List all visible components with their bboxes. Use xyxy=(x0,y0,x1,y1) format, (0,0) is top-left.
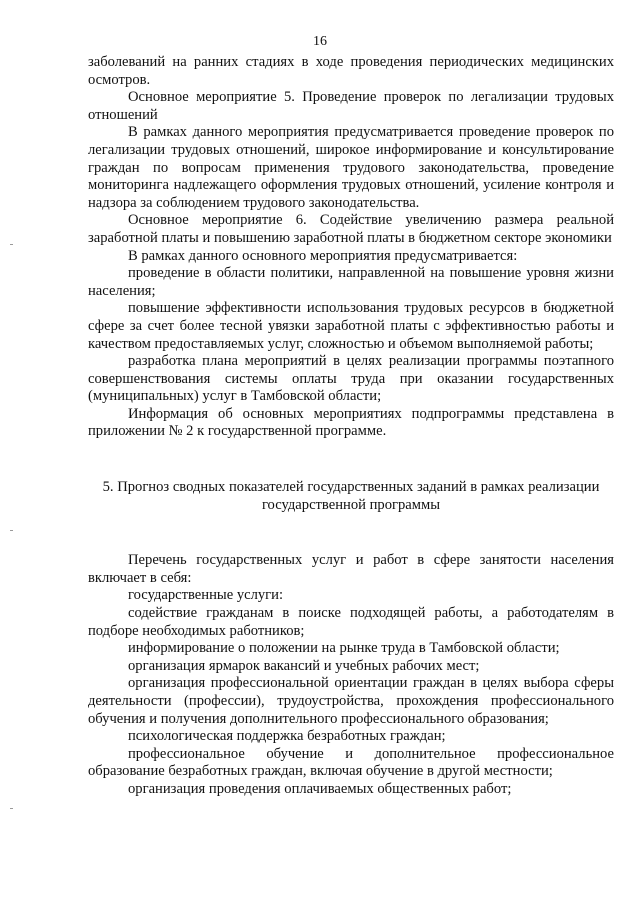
scan-margin-mark xyxy=(10,244,13,245)
paragraph: профессиональное обучение и дополнительное профессиональное образование безработных граждан, включая обучение в другой местности; xyxy=(88,745,614,780)
paragraph: Перечень государственных услуг и работ в сфере занятости населения включает в себя: xyxy=(88,552,614,586)
paragraph: проведение в области политики, направленной на повышение уровня жизни населения; xyxy=(88,265,614,299)
paragraph: организация профессиональной ориентации граждан в целях выбора сферы деятельности (профессии), трудоустройства, прохождения профессионального обучения и получения дополнительного профессионального образования; xyxy=(88,675,614,727)
paragraph: психологическая поддержка безработных граждан; xyxy=(128,728,446,745)
paragraph: Информация об основных мероприятиях подпрограммы представлена в приложении № 2 к государственной программе. xyxy=(88,405,614,440)
paragraph: Основное мероприятие 5. Проведение проверок по легализации трудовых отношений xyxy=(88,89,614,123)
paragraph: В рамках данного основного мероприятия предусматривается: xyxy=(128,247,518,264)
paragraph: разработка плана мероприятий в целях реализации программы поэтапного совершенствования системы оплаты труда при оказании государственных (муниципальных) услуг в Тамбовской области; xyxy=(88,353,614,405)
paragraph: организация ярмарок вакансий и учебных рабочих мест; xyxy=(128,657,480,674)
paragraph: государственные услуги: xyxy=(128,587,284,604)
page-number: 16 xyxy=(313,34,327,49)
paragraph: информирование о положении на рынке труда в Тамбовской области; xyxy=(128,640,560,657)
paragraph: повышение эффективности использования трудовых ресурсов в бюджетной сфере за счет более тесной увязки заработной платы с эффективностью работы и качеством предоставляемых услуг, сложностью и объемом выполняемой работы; xyxy=(88,300,614,352)
paragraph: заболеваний на ранних стадиях в ходе проведения периодических медицинских осмотров. xyxy=(88,54,614,88)
scan-margin-mark xyxy=(10,808,13,809)
section-heading: 5. Прогноз сводных показателей государственных заданий в рамках реализации государственной программы xyxy=(102,479,600,513)
paragraph: Основное мероприятие 6. Содействие увеличению размера реальной заработной платы и повышению заработной платы в бюджетном секторе экономики xyxy=(88,212,614,246)
scan-margin-mark xyxy=(10,530,13,531)
paragraph: организация проведения оплачиваемых общественных работ; xyxy=(128,780,512,797)
paragraph: В рамках данного мероприятия предусматривается проведение проверок по легализации трудовых отношений, широкое информирование и консультирование граждан по вопросам применения трудового законодательства, проведение мониторинга надлежащего оформления трудовых отношений, усиление контроля и надзора за соблюдением трудового законодательства. xyxy=(88,124,614,211)
paragraph: содействие гражданам в поиске подходящей работы, а работодателям в подборе необходимых работников; xyxy=(88,605,614,639)
document-body xyxy=(88,54,614,799)
